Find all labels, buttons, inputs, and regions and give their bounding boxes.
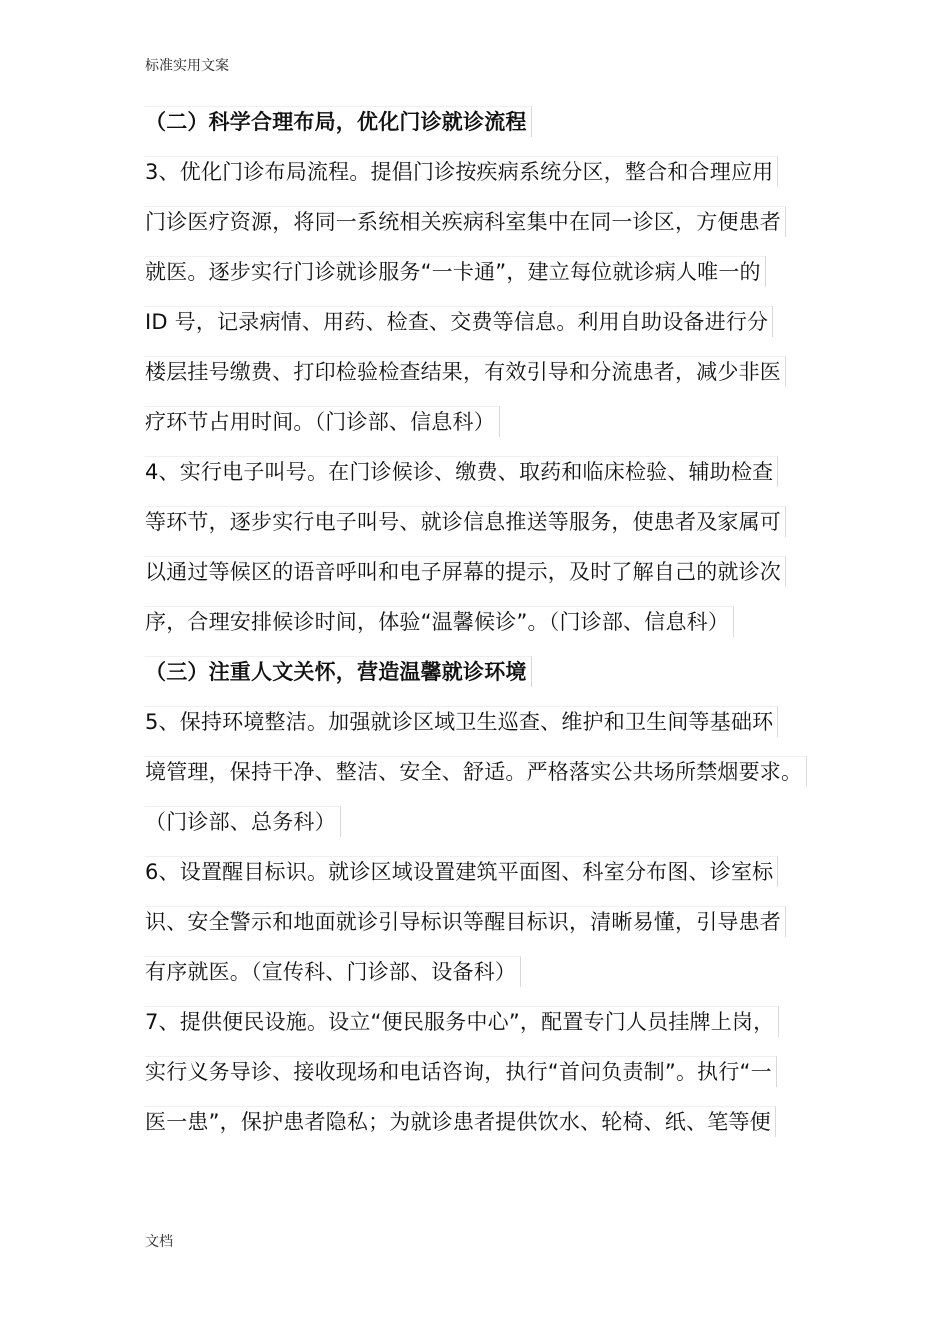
section-heading-text: （三）注重人文关怀，营造温馨就诊环境: [145, 656, 532, 687]
paragraph-line: [145, 796, 825, 846]
paragraph-line-text: 楼层挂号缴费、打印检验检查结果，有效引导和分流患者，减少非医: [145, 356, 786, 387]
paragraph-line-text: 3、优化门诊布局流程。提倡门诊按疾病系统分区，整合和合理应用: [145, 156, 778, 187]
paragraph-line-text: 医一患”，保护患者隐私；为就诊患者提供饮水、轮椅、纸、笔等便: [145, 1106, 776, 1137]
paragraph-line-text: 5、保持环境整洁。加强就诊区域卫生巡查、维护和卫生间等基础环: [145, 706, 778, 737]
paragraph-line-text: 有序就医。（宣传科、门诊部、设备科）: [145, 956, 521, 987]
paragraph-line-text: 就医。逐步实行门诊就诊服务“一卡通”，建立每位就诊病人唯一的: [145, 256, 766, 287]
paragraph-line: [145, 1096, 825, 1146]
paragraph-line: [145, 996, 825, 1046]
paragraph-line: [145, 596, 825, 646]
paragraph-line-text: 识、安全警示和地面就诊引导标识等醒目标识，清晰易懂，引导患者: [145, 906, 786, 937]
section-heading: [145, 96, 825, 146]
page-footer: 文档: [145, 1234, 173, 1250]
paragraph-line-text: 门诊医疗资源，将同一系统相关疾病科室集中在同一诊区，方便患者: [145, 206, 786, 237]
paragraph-line-text: 境管理，保持干净、整洁、安全、舒适。严格落实公共场所禁烟要求。: [145, 756, 807, 787]
section-heading: [145, 646, 825, 696]
paragraph-line-text: 4、实行电子叫号。在门诊候诊、缴费、取药和临床检验、辅助检查: [145, 456, 778, 487]
paragraph-line: [145, 346, 825, 396]
paragraph-line: [145, 696, 825, 746]
section-heading-text: （二）科学合理布局，优化门诊就诊流程: [145, 106, 532, 137]
paragraph-line: [145, 196, 825, 246]
paragraph-line-text: 以通过等候区的语音呼叫和电子屏幕的提示，及时了解自己的就诊次: [145, 556, 786, 587]
paragraph-line: [145, 146, 825, 196]
paragraph-line: [145, 446, 825, 496]
paragraph-line-text: 实行义务导诊、接收现场和电话咨询，执行“首问负责制”。执行“一: [145, 1056, 777, 1087]
paragraph-line: [145, 946, 825, 996]
paragraph-line-text: 等环节，逐步实行电子叫号、就诊信息推送等服务，使患者及家属可: [145, 506, 786, 537]
paragraph-line-text: 序，合理安排候诊时间，体验“温馨候诊”。（门诊部、信息科）: [145, 606, 734, 637]
paragraph-line: [145, 1046, 825, 1096]
paragraph-line-text: ID 号，记录病情、用药、检查、交费等信息。利用自助设备进行分: [145, 306, 773, 337]
paragraph-line: [145, 296, 825, 346]
paragraph-line-text: （门诊部、总务科）: [145, 806, 341, 837]
paragraph-line-text: 6、设置醒目标识。就诊区域设置建筑平面图、科室分布图、诊室标: [145, 856, 778, 887]
paragraph-line: [145, 496, 825, 546]
document-body: [145, 96, 825, 1146]
paragraph-line-text: 7、提供便民设施。设立“便民服务中心”，配置专门人员挂牌上岗，: [145, 1006, 779, 1037]
paragraph-line: [145, 246, 825, 296]
paragraph-line: [145, 746, 825, 796]
paragraph-line-text: 疗环节占用时间。（门诊部、信息科）: [145, 406, 500, 437]
paragraph-line: [145, 396, 825, 446]
paragraph-line: [145, 846, 825, 896]
paragraph-line: [145, 896, 825, 946]
page-header: 标准实用文案: [145, 58, 229, 74]
paragraph-line: [145, 546, 825, 596]
